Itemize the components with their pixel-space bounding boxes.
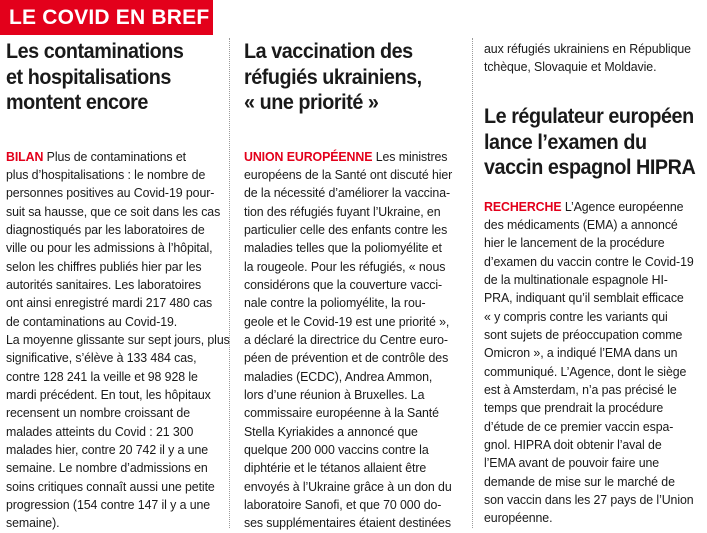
body-line: diphtérie et le tétanos allaient être: [244, 460, 427, 476]
article-continuation: [484, 40, 702, 77]
body-line: recensent un nombre croissant de: [6, 405, 191, 421]
article-headline: [244, 39, 448, 116]
body-line: hier le lancement de la procédure: [484, 235, 665, 251]
body-line: significative, s’élève à 133 484 cas,: [6, 350, 197, 366]
column-divider: [229, 38, 230, 528]
headline-line: « une priorité »: [244, 90, 379, 114]
body-line: aux réfugiés ukrainiens en République: [484, 41, 691, 56]
body-line: de la multinationale espagnole HI-: [484, 271, 668, 287]
body-line: autorités sanitaires. Les laboratoires: [6, 276, 202, 292]
column-divider: [472, 38, 473, 528]
article-recherche: [484, 104, 702, 528]
body-line: des médicaments (EMA) a annoncé: [484, 216, 678, 232]
article-body: [484, 198, 702, 528]
body-line: gnol. HIPRA doit obtenir l’aval de: [484, 436, 662, 452]
body-line: lors d’une réunion à Bruxelles. La: [244, 386, 425, 402]
article-kicker: UNION EUROPÉENNE: [244, 148, 373, 164]
headline-line: réfugiés ukrainiens,: [244, 64, 422, 89]
section-banner-title: LE COVID EN BREF: [9, 6, 210, 29]
body-line: Stella Kyriakides a annoncé que: [244, 423, 418, 439]
body-line: ont ainsi enregistré mardi 217 480 cas: [6, 295, 213, 311]
article-headline: [484, 104, 696, 181]
body-line: la rougeole. Pour les réfugiés, « nous: [244, 258, 446, 274]
body-line: diagnostiqués par les laboratoires de: [6, 221, 205, 237]
article-kicker: RECHERCHE: [484, 198, 562, 214]
body-line: selon les chiffres publiés hier par les: [6, 258, 202, 274]
body-line: semaine. Le nombre d’admissions en: [6, 460, 208, 476]
headline-line: Le régulateur européen: [484, 104, 694, 128]
headline-line: lance l’examen du: [484, 129, 647, 154]
headline-line: Les contaminations: [6, 39, 184, 63]
body-line: a déclaré la directrice du Centre euro-: [244, 331, 448, 347]
body-line: son vaccin dans les 27 pays de l’Union: [484, 492, 694, 507]
article-body: [244, 148, 466, 533]
headline-line: montent encore: [6, 90, 148, 114]
body-line: de contaminations au Covid-19.: [6, 313, 178, 329]
headline-line: et hospitalisations: [6, 64, 171, 89]
body-line: quelque 200 000 vaccins contre la: [244, 442, 429, 457]
article-kicker: BILAN: [6, 148, 44, 164]
headline-line: La vaccination des: [244, 39, 413, 63]
body-line: de la nécessité d’améliorer la vaccina-: [244, 185, 451, 201]
body-line: malades hier, contre 20 742 il y a une: [6, 442, 209, 457]
body-line: demande de mise sur le marché de: [484, 473, 675, 489]
body-line: progression (154 contre 147 il y a une: [6, 497, 211, 513]
body-line: suit sa hausse, que ce soit dans les cas: [6, 203, 221, 219]
body-line: personnes positives au Covid-19 pour-: [6, 185, 215, 201]
body-line: temps que prendrait la procédure: [484, 400, 664, 416]
body-line: UNION EUROPÉENNE Les ministres: [244, 148, 448, 164]
body-line: Omicron », a indiqué l’EMA dans un: [484, 345, 678, 361]
article-bilan: [6, 39, 230, 533]
body-line: européens de la Santé ont discuté hier: [244, 166, 453, 182]
article-body-continuation: [484, 40, 702, 77]
body-line: soins critiques connaît aussi une petite: [6, 478, 215, 494]
body-line: d’examen du vaccin contre le Covid-19: [484, 253, 694, 269]
article-union-europeenne: [244, 39, 466, 533]
body-line: mardi précédent. En tout, les hôpitaux: [6, 386, 211, 402]
body-line: particulier celle des enfants contre les: [244, 221, 448, 237]
body-line: malades atteints du Covid : 21 300: [6, 423, 194, 439]
body-line: européenne.: [484, 510, 553, 526]
body-line: maladies telles que la poliomyélite et: [244, 240, 442, 256]
body-line: sont sujets de préoccupation comme: [484, 326, 683, 342]
article-body: [6, 148, 230, 533]
section-banner: [0, 0, 213, 35]
body-line: RECHERCHE L’Agence européenne: [484, 198, 684, 214]
body-line: PRA, indiquant qu’il semblait efficace: [484, 290, 684, 306]
body-line: contre 128 241 la veille et 98 928 le: [6, 368, 198, 384]
body-line: nale contre la poliomyélite, la rou-: [244, 295, 426, 311]
body-line: geole et le Covid-19 est une priorité »,: [244, 313, 450, 329]
body-line: envoyés à l’Ukraine grâce à un don du: [244, 478, 452, 494]
body-line: l’EMA avant de pouvoir faire une: [484, 455, 660, 471]
headline-line: vaccin espagnol HIPRA: [484, 155, 696, 179]
body-line: tchèque, Slovaquie et Moldavie.: [484, 59, 657, 75]
body-line: ses supplémentaires étaient destinées: [244, 515, 451, 531]
body-line: péen de prévention et de contrôle des: [244, 350, 449, 366]
body-line: BILAN Plus de contaminations et: [6, 148, 186, 164]
body-line: ville ou pour les admissions à l’hôpital,: [6, 240, 213, 256]
article-headline: [6, 39, 207, 116]
body-line: commissaire européenne à la Santé: [244, 405, 439, 421]
body-line: d’étude de ce premier vaccin espa-: [484, 418, 674, 434]
body-line: laboratoire Sanofi, et que 70 000 do-: [244, 497, 442, 513]
body-line: « y compris contre les variants qui: [484, 308, 668, 324]
body-line: semaine).: [6, 515, 60, 531]
body-line: considérons que la couverture vacci-: [244, 276, 443, 292]
body-line: tion des réfugiés fuyant l’Ukraine, en: [244, 203, 441, 219]
body-line: maladies (ECDC), Andrea Ammon,: [244, 368, 433, 384]
body-line: communiqué. L’Agence, dont le siège: [484, 363, 687, 379]
body-line: est à Amsterdam, n’a pas précisé le: [484, 381, 677, 397]
body-line: La moyenne glissante sur sept jours, plus: [6, 331, 230, 347]
body-line: plus d’hospitalisations : le nombre de: [6, 166, 206, 182]
